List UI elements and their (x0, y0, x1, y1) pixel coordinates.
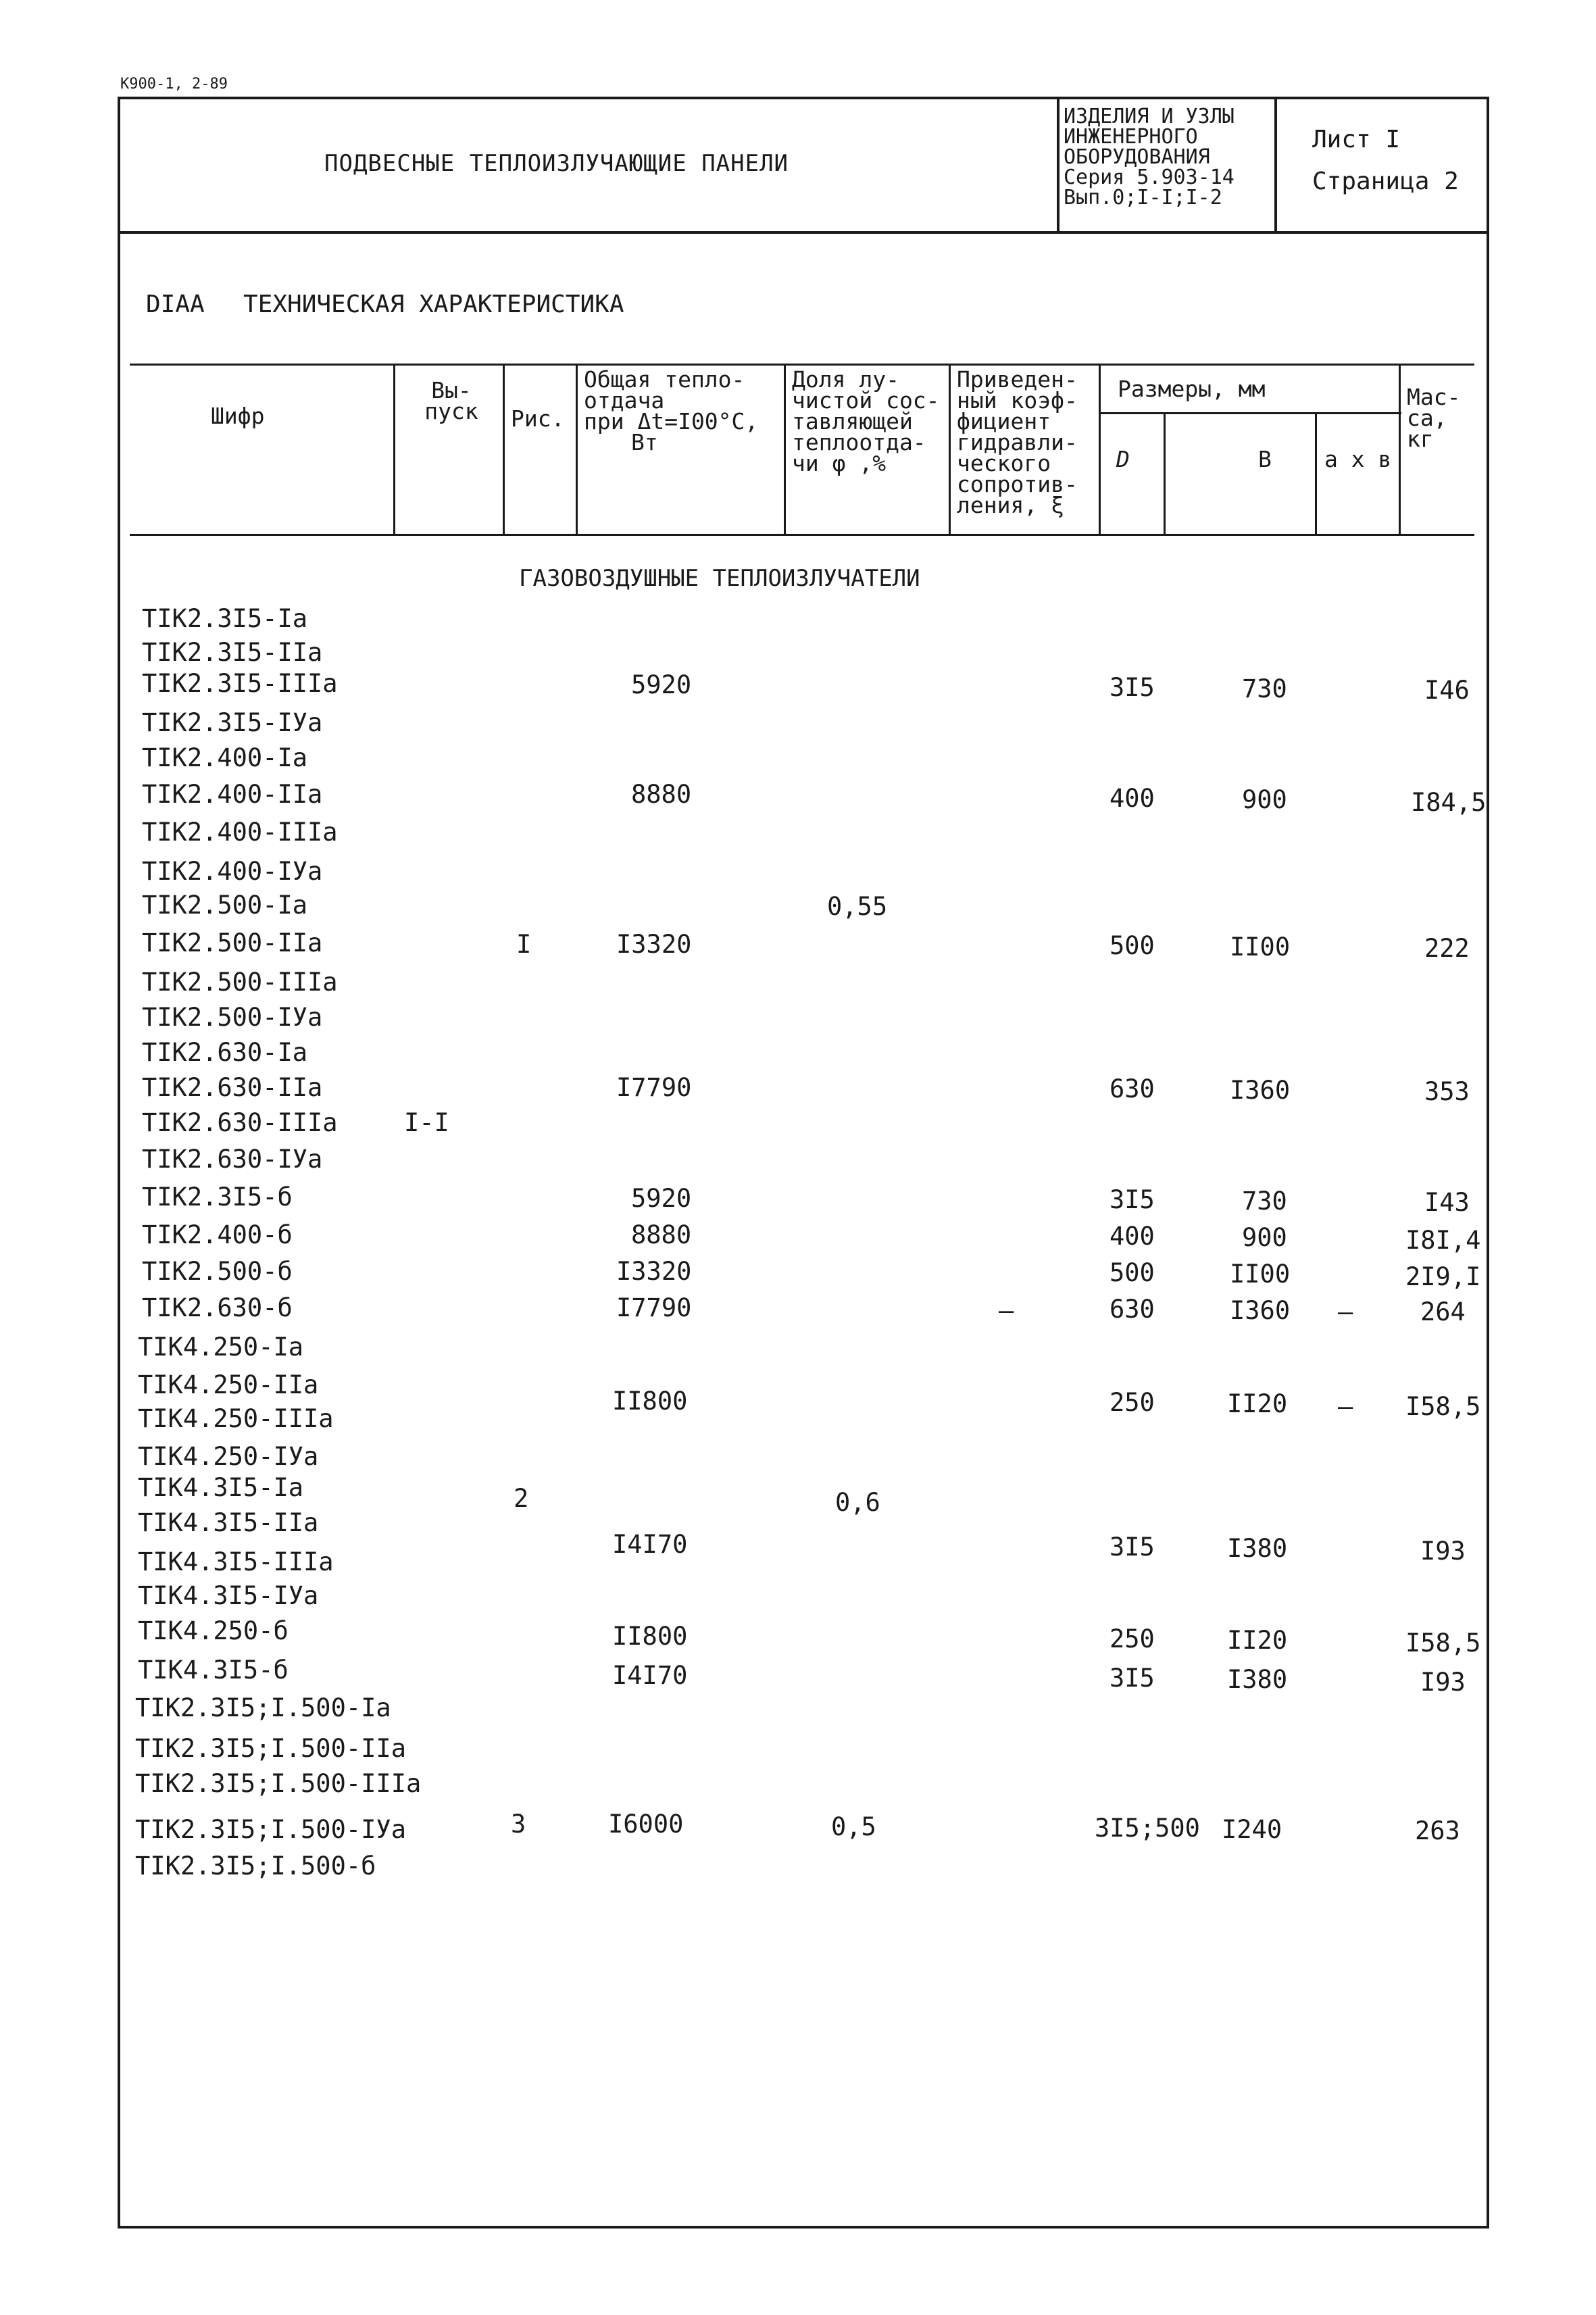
size-axb-value: – (1338, 1392, 1353, 1421)
section-title: ТЕХНИЧЕСКАЯ ХАРАКТЕРИСТИКА (243, 291, 624, 318)
table-row-code: ТIК2.3I5-IIа (142, 638, 323, 667)
frame-top (118, 97, 1489, 99)
size-b-value: I360 (1230, 1076, 1291, 1105)
series-line: ОБОРУДОВАНИЯ (1064, 145, 1210, 169)
figure-number: 2 (514, 1484, 529, 1513)
series-line: Вып.0;I-I;I-2 (1064, 186, 1222, 209)
radiant-share-value: 0,6 (835, 1488, 880, 1517)
table-row-code: ТIК2.500-IIа (142, 928, 323, 957)
size-b-value: 900 (1242, 785, 1287, 814)
header-mass-line: кг (1407, 426, 1434, 452)
header-radiant-line: тавляющей (792, 408, 913, 434)
table-row-code: ТIК4.3I5-IIа (138, 1508, 319, 1537)
header-radiant (792, 366, 940, 476)
header-mass-line: Мас- (1407, 384, 1461, 410)
table-row-code: ТIК2.500-Iа (142, 891, 308, 920)
header-radiant-line: Доля лу- (792, 366, 899, 393)
size-d-value: 3I5 (1109, 673, 1155, 702)
table-row-code: ТIК2.3I5;I.500-б (135, 1851, 376, 1881)
mass-value: 2I9,I (1405, 1262, 1481, 1291)
table-row-code: ТIК2.3I5;I.500-IIIа (135, 1769, 422, 1798)
size-d-value: 400 (1109, 1222, 1155, 1251)
heat-output-value: 5920 (631, 670, 692, 699)
size-b-value: 900 (1242, 1223, 1287, 1252)
size-d-value: 3I5 (1109, 1185, 1155, 1214)
header-issue (404, 377, 499, 424)
size-b-value: II00 (1230, 932, 1291, 962)
table-row-code: ТIК2.630-Iа (142, 1038, 308, 1067)
size-d-value: 630 (1109, 1074, 1155, 1103)
header-code: Шифр (211, 403, 265, 429)
mass-value: I46 (1424, 676, 1470, 705)
size-d-value: 3I5 (1109, 1533, 1155, 1562)
heat-output-value: I3320 (616, 930, 692, 959)
table-row-code: ТIК2.3I5;I.500-IУа (135, 1815, 406, 1844)
heat-output-value: I4I70 (612, 1661, 688, 1690)
header-radiant-line: чи φ ,% (792, 450, 887, 476)
mass-value: I58,5 (1405, 1628, 1481, 1658)
table-row-code: ТIК2.500-б (142, 1257, 293, 1286)
header-issue-line: Вы- (431, 377, 472, 403)
header-col-sep (949, 364, 951, 535)
header-heat-line: отдача (584, 387, 665, 414)
size-b-value: I240 (1222, 1815, 1282, 1844)
heat-output-value: I7790 (616, 1073, 692, 1102)
frame-bottom (118, 2226, 1489, 2229)
heat-output-value: 8880 (631, 780, 692, 809)
table-row-code: ТIК2.630-IIIа (142, 1108, 338, 1137)
heat-output-value: II800 (612, 1387, 688, 1416)
header-sizes: Размеры, мм (1118, 376, 1266, 402)
mass-value: I58,5 (1405, 1392, 1481, 1421)
header-size-axb: a x в (1324, 446, 1392, 472)
header-col-sep (1164, 412, 1166, 535)
title-block-sep-1 (1057, 97, 1059, 232)
table-row-code: ТIК2.3I5-б (142, 1183, 293, 1212)
header-col-sep (1315, 412, 1317, 535)
table-row-code: ТIК4.250-б (138, 1616, 289, 1645)
series-info (1064, 107, 1235, 208)
header-radiant-line: теплоотда- (792, 429, 926, 455)
header-size-d: D (1116, 446, 1130, 472)
header-col-sep (1399, 364, 1401, 535)
document-title: ПОДВЕСНЫЕ ТЕПЛОИЗЛУЧАЮЩИЕ ПАНЕЛИ (324, 150, 789, 177)
size-d-value: 500 (1109, 1258, 1155, 1287)
size-b-value: 730 (1242, 1187, 1287, 1216)
heat-output-value: I7790 (616, 1293, 692, 1322)
table-row-code: ТIК2.3I5;I.500-IIа (135, 1734, 406, 1763)
header-coef-line: фициент (957, 408, 1051, 434)
header-col-sep (1099, 364, 1101, 535)
radiant-share-value: 0,55 (827, 892, 888, 921)
mass-value: I43 (1424, 1188, 1470, 1217)
resistance-coef-value: – (999, 1296, 1014, 1325)
table-row-code: ТIК4.250-Iа (138, 1333, 304, 1362)
figure-number: I (516, 930, 532, 959)
size-d-value: 3I5 (1109, 1664, 1155, 1693)
size-d-value: 250 (1109, 1624, 1155, 1653)
mass-value: I93 (1420, 1668, 1466, 1697)
size-d-value: 400 (1109, 784, 1155, 813)
series-line: ИЗДЕЛИЯ И УЗЛЫ (1064, 105, 1235, 128)
size-b-value: II00 (1230, 1260, 1291, 1289)
sheet-number: Лист I (1312, 126, 1401, 153)
table-row-code: ТIК4.3I5-IУа (138, 1581, 319, 1610)
table-row-code: ТIК2.630-IIа (142, 1073, 323, 1102)
size-b-value: I360 (1230, 1296, 1291, 1325)
mass-value: 353 (1424, 1077, 1470, 1106)
table-row-code: ТIК2.400-Iа (142, 743, 308, 772)
page-number: Страница 2 (1312, 168, 1459, 195)
table-row-code: ТIК2.400-IУа (142, 857, 323, 886)
header-issue-line: пуск (424, 398, 478, 424)
heat-output-value: I3320 (616, 1257, 692, 1286)
heat-output-value: 5920 (631, 1184, 692, 1213)
header-mass-line: са, (1407, 405, 1447, 431)
header-fig: Рис. (511, 405, 565, 432)
size-b-value: II20 (1227, 1389, 1288, 1418)
header-heat-line: Общая тепло- (584, 366, 745, 393)
size-b-value: 730 (1242, 674, 1287, 703)
header-coef-line: ческого (957, 450, 1051, 476)
header-col-sep (784, 364, 786, 535)
table-row-code: ТIК4.3I5-IIIа (138, 1547, 334, 1576)
size-b-value: II20 (1227, 1626, 1288, 1655)
issue-value: I-I (404, 1108, 449, 1137)
table-row-code: ТIК2.630-IУа (142, 1145, 323, 1174)
table-row-code: ТIК4.250-IIа (138, 1370, 319, 1399)
figure-number: 3 (511, 1810, 526, 1839)
header-coef-line: ный коэф- (957, 387, 1078, 414)
table-header-bottom-rule (130, 534, 1474, 536)
size-axb-value: – (1338, 1297, 1353, 1326)
header-mass (1407, 384, 1461, 452)
size-d-value: 630 (1109, 1295, 1155, 1324)
table-row-code: ТIК2.630-б (142, 1293, 293, 1322)
table-row-code: ТIК2.3I5-IУа (142, 708, 323, 737)
table-row-code: ТIК2.3I5-IIIа (142, 669, 338, 698)
heat-output-value: 8880 (631, 1220, 692, 1249)
section-code: DIAA (146, 291, 205, 318)
title-block-sep-2 (1274, 97, 1277, 232)
header-heat (584, 366, 759, 455)
frame-left (118, 97, 120, 2227)
table-row-code: ТIК4.3I5-б (138, 1656, 289, 1685)
header-coef-line: Приведен- (957, 366, 1078, 393)
table-row-code: ТIК4.250-IIIа (138, 1404, 334, 1433)
table-row-code: ТIК2.400-б (142, 1220, 293, 1249)
series-line: Серия 5.903-14 (1064, 166, 1235, 189)
header-radiant-line: чистой сос- (792, 387, 940, 414)
title-block-divider (118, 231, 1489, 234)
header-size-b: B (1258, 446, 1272, 472)
size-b-value: I380 (1227, 1665, 1288, 1694)
table-row-code: ТIК2.500-IIIа (142, 968, 338, 997)
size-b-value: I380 (1227, 1534, 1288, 1563)
header-coef-line: сопротив- (957, 471, 1078, 497)
header-coef (957, 366, 1078, 518)
header-col-sep (576, 364, 578, 535)
heat-output-value: I4I70 (612, 1530, 688, 1559)
size-d-value: 500 (1109, 931, 1155, 960)
sizes-subheader-rule (1100, 412, 1401, 414)
table-row-code: ТIК4.250-IУа (138, 1442, 319, 1471)
mass-value: 222 (1424, 934, 1470, 963)
frame-right (1487, 97, 1489, 2227)
table-row-code: ТIК2.3I5;I.500-Iа (135, 1693, 391, 1722)
heat-output-value: II800 (612, 1622, 688, 1651)
radiant-share-value: 0,5 (831, 1812, 876, 1841)
header-heat-line: Вт (631, 429, 658, 455)
size-d-value: 3I5;500 (1095, 1814, 1200, 1843)
size-d-value: 250 (1109, 1388, 1155, 1417)
table-row-code: ТIК4.3I5-Iа (138, 1473, 304, 1502)
mass-value: I8I,4 (1405, 1226, 1481, 1255)
table-header-top-rule (130, 364, 1474, 366)
table-row-code: ТIК2.3I5-Iа (142, 604, 308, 633)
document-code: К900-1, 2-89 (120, 76, 228, 93)
mass-value: I93 (1420, 1537, 1466, 1566)
heat-output-value: I6000 (608, 1810, 684, 1839)
table-row-code: ТIК2.500-IУа (142, 1003, 323, 1032)
series-line: ИНЖЕНЕРНОГО (1064, 125, 1198, 149)
mass-value: 264 (1420, 1297, 1466, 1326)
group-title: ГАЗОВОЗДУШНЫЕ ТЕПЛОИЗЛУЧАТЕЛИ (519, 565, 920, 592)
header-col-sep (503, 364, 505, 535)
table-row-code: ТIК2.400-IIIа (142, 818, 338, 847)
table-row-code: ТIК2.400-IIа (142, 780, 323, 809)
header-heat-line: при Δt=I00°C, (584, 408, 759, 434)
mass-value: I84,5 (1411, 788, 1487, 817)
header-col-sep (393, 364, 395, 535)
header-coef-line: ления, ξ (957, 492, 1064, 518)
mass-value: 263 (1415, 1816, 1460, 1845)
header-coef-line: гидравли- (957, 429, 1078, 455)
